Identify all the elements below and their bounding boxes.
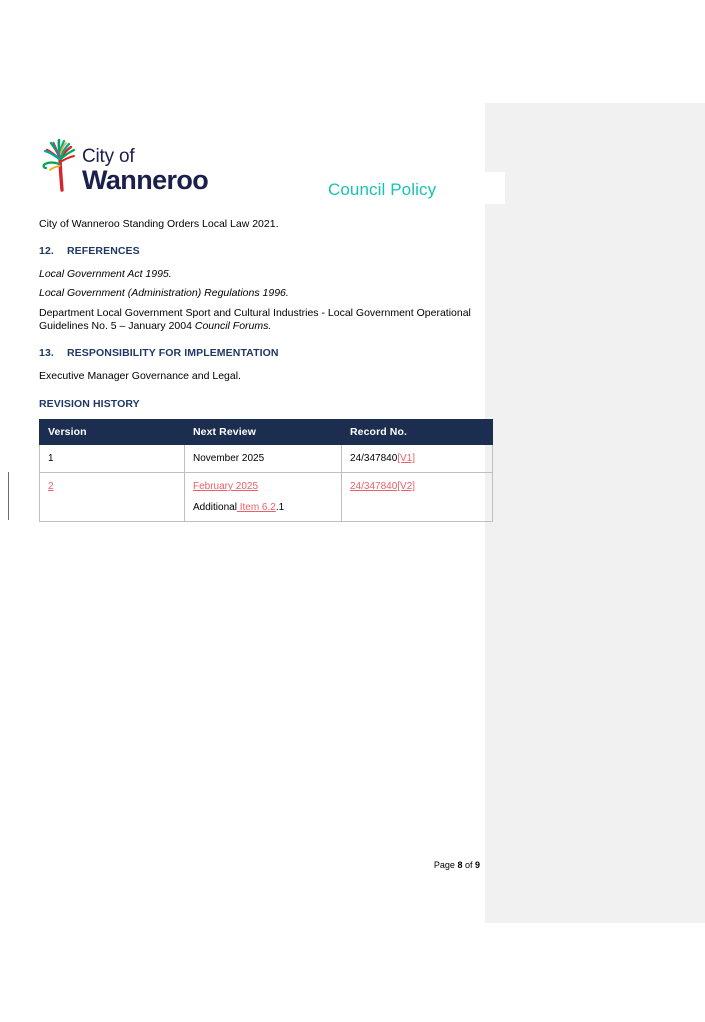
version-2-insertion: 2 bbox=[48, 481, 54, 492]
section-title-13: RESPONSIBILITY FOR IMPLEMENTATION bbox=[67, 346, 279, 359]
cell-record-no-1 bbox=[342, 445, 493, 473]
footer-prefix: Page bbox=[433, 860, 458, 870]
record-no-1-text: 24/347840 bbox=[350, 453, 398, 464]
footer-total-pages: 9 bbox=[474, 860, 480, 870]
cell-version-2 bbox=[40, 473, 185, 522]
footer-middle: of bbox=[462, 860, 475, 870]
reference-item-3-italic: Council Forums. bbox=[194, 320, 272, 332]
responsibility-paragraph: Executive Manager Governance and Legal. bbox=[39, 369, 241, 382]
next-review-2-line2 bbox=[193, 500, 333, 515]
revision-change-bar bbox=[8, 472, 9, 520]
footer-page-number: 8 bbox=[457, 860, 463, 870]
page-footer bbox=[0, 860, 480, 870]
column-header-record-no: Record No. bbox=[342, 420, 493, 445]
logo-line-wanneroo: Wanneroo bbox=[82, 165, 209, 195]
intro-paragraph: City of Wanneroo Standing Orders Local Law 2021. bbox=[39, 218, 279, 230]
section-heading-references bbox=[39, 245, 480, 257]
document-header bbox=[0, 128, 505, 208]
page-edge-shading bbox=[485, 103, 705, 923]
reference-item-1: Local Government Act 1995. bbox=[39, 267, 172, 280]
reference-item-3 bbox=[39, 307, 480, 334]
additional-label: Additional bbox=[193, 502, 237, 513]
column-header-next-review: Next Review bbox=[185, 420, 342, 445]
table-header-row bbox=[40, 420, 493, 445]
record-no-2-insertion: 24/347840[V2] bbox=[350, 481, 416, 492]
logo-wordmark bbox=[82, 147, 208, 194]
grasstree-logo-icon bbox=[40, 138, 80, 192]
record-no-1-insertion: [V1] bbox=[397, 453, 416, 464]
column-header-version: Version bbox=[40, 420, 185, 445]
revision-history-heading: REVISION HISTORY bbox=[39, 398, 140, 410]
revision-history-table bbox=[39, 419, 493, 522]
cell-next-review-1: November 2025 bbox=[185, 445, 342, 473]
cell-record-no-2 bbox=[342, 473, 493, 522]
additional-item-suffix: .1 bbox=[275, 502, 285, 513]
section-title-12: REFERENCES bbox=[67, 244, 140, 257]
table-row bbox=[40, 445, 493, 473]
city-of-wanneroo-logo bbox=[40, 138, 208, 194]
cell-next-review-2 bbox=[185, 473, 342, 522]
table-row bbox=[40, 473, 493, 522]
cell-version-1: 1 bbox=[40, 445, 185, 473]
reference-item-3-regular: Department Local Government Sport and Cultural Industries - Local Government Operational Guidelines No. 5 – January 2004 bbox=[39, 306, 471, 332]
reference-item-2: Local Government (Administration) Regulations 1996. bbox=[39, 287, 289, 299]
additional-item-insertion: Item 6.2 bbox=[236, 502, 276, 513]
section-heading-responsibility bbox=[39, 347, 480, 359]
next-review-2-line1 bbox=[193, 479, 333, 494]
next-review-2-insertion: February 2025 bbox=[193, 481, 259, 492]
document-body bbox=[39, 218, 480, 522]
logo-line-city: City of bbox=[82, 146, 135, 167]
header-title: Council Policy bbox=[328, 180, 437, 199]
section-number-13: 13. bbox=[39, 346, 54, 359]
section-number-12: 12. bbox=[39, 244, 54, 257]
